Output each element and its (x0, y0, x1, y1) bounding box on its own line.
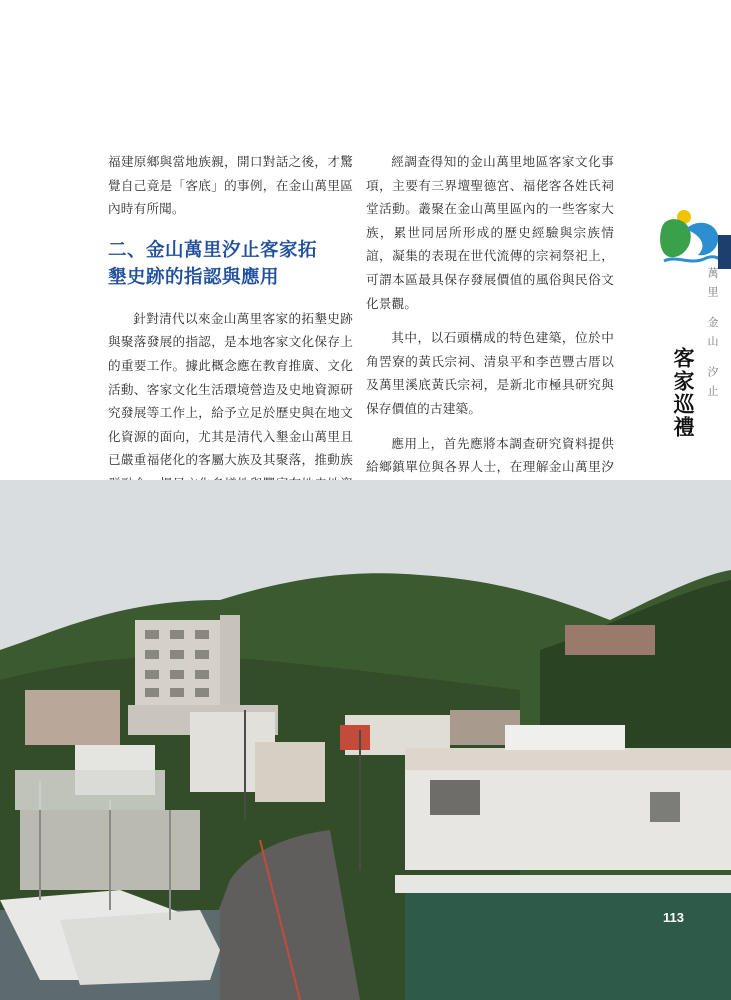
badge-bar (718, 235, 731, 269)
left-paragraph-1: 福建原鄉與當地族親，開口對話之後，才驚覺自己竟是「客底」的事例，在金山萬里區內時有所聞。 (108, 154, 353, 217)
series-label: 萬里 金山 汐止 (706, 267, 719, 404)
section-heading (108, 237, 353, 291)
left-paragraph-2: 針對清代以來金山萬里客家的拓墾史跡與聚落發展的指認，是本地客家文化保存上的重要工作。據此概念應在教育推廣、文化活動、客家文化生活環境營造及史地資源研究發展等工作上，給予立足於歷史與在地文化資源的面向，尤其是清代入墾金山萬里且已嚴重福佬化的客屬大族及其聚落，推動族 (108, 310, 353, 468)
page-number: 113 (663, 910, 684, 925)
right-paragraph-2: 其中，以石頭構成的特色建築，位於中角罟寮的黃氏宗祠、清泉平和李芭豐古厝以及萬里溪底黃氏宗祠，是新北市極具研究與保存價值的古建築。 (366, 330, 614, 416)
leaf-sun-wave-logo-icon (656, 207, 726, 269)
right-column (366, 150, 614, 537)
right-paragraph-3: 應用上，首先應將本調查研究資料提供給鄉鎮單位與各界人士，在理解金山萬里汐 (366, 435, 614, 475)
section-heading-line-2: 墾史跡的指認與應用 (108, 266, 280, 288)
side-badge (652, 205, 731, 445)
section-heading-line-1: 二、金山萬里汐止客家拓 (108, 239, 318, 261)
series-title: 客家巡禮 (671, 347, 696, 439)
left-column (108, 150, 353, 530)
right-paragraph-1: 經調查得知的金山萬里地區客家文化事項，主要有三界壇聖德宮、福佬客各姓氏祠堂活動。叢聚在金山萬里區內的一些客家大族，累世同居所形成的歷史經驗與宗族情誼，凝集的表現在世代流傳的宗祠祭祀上，可謂本區最具保存發展價值的風俗與民俗文化景觀。 (366, 154, 614, 311)
harbor-village-photo-icon (0, 480, 731, 1000)
harbor-village-photo (0, 480, 731, 1000)
